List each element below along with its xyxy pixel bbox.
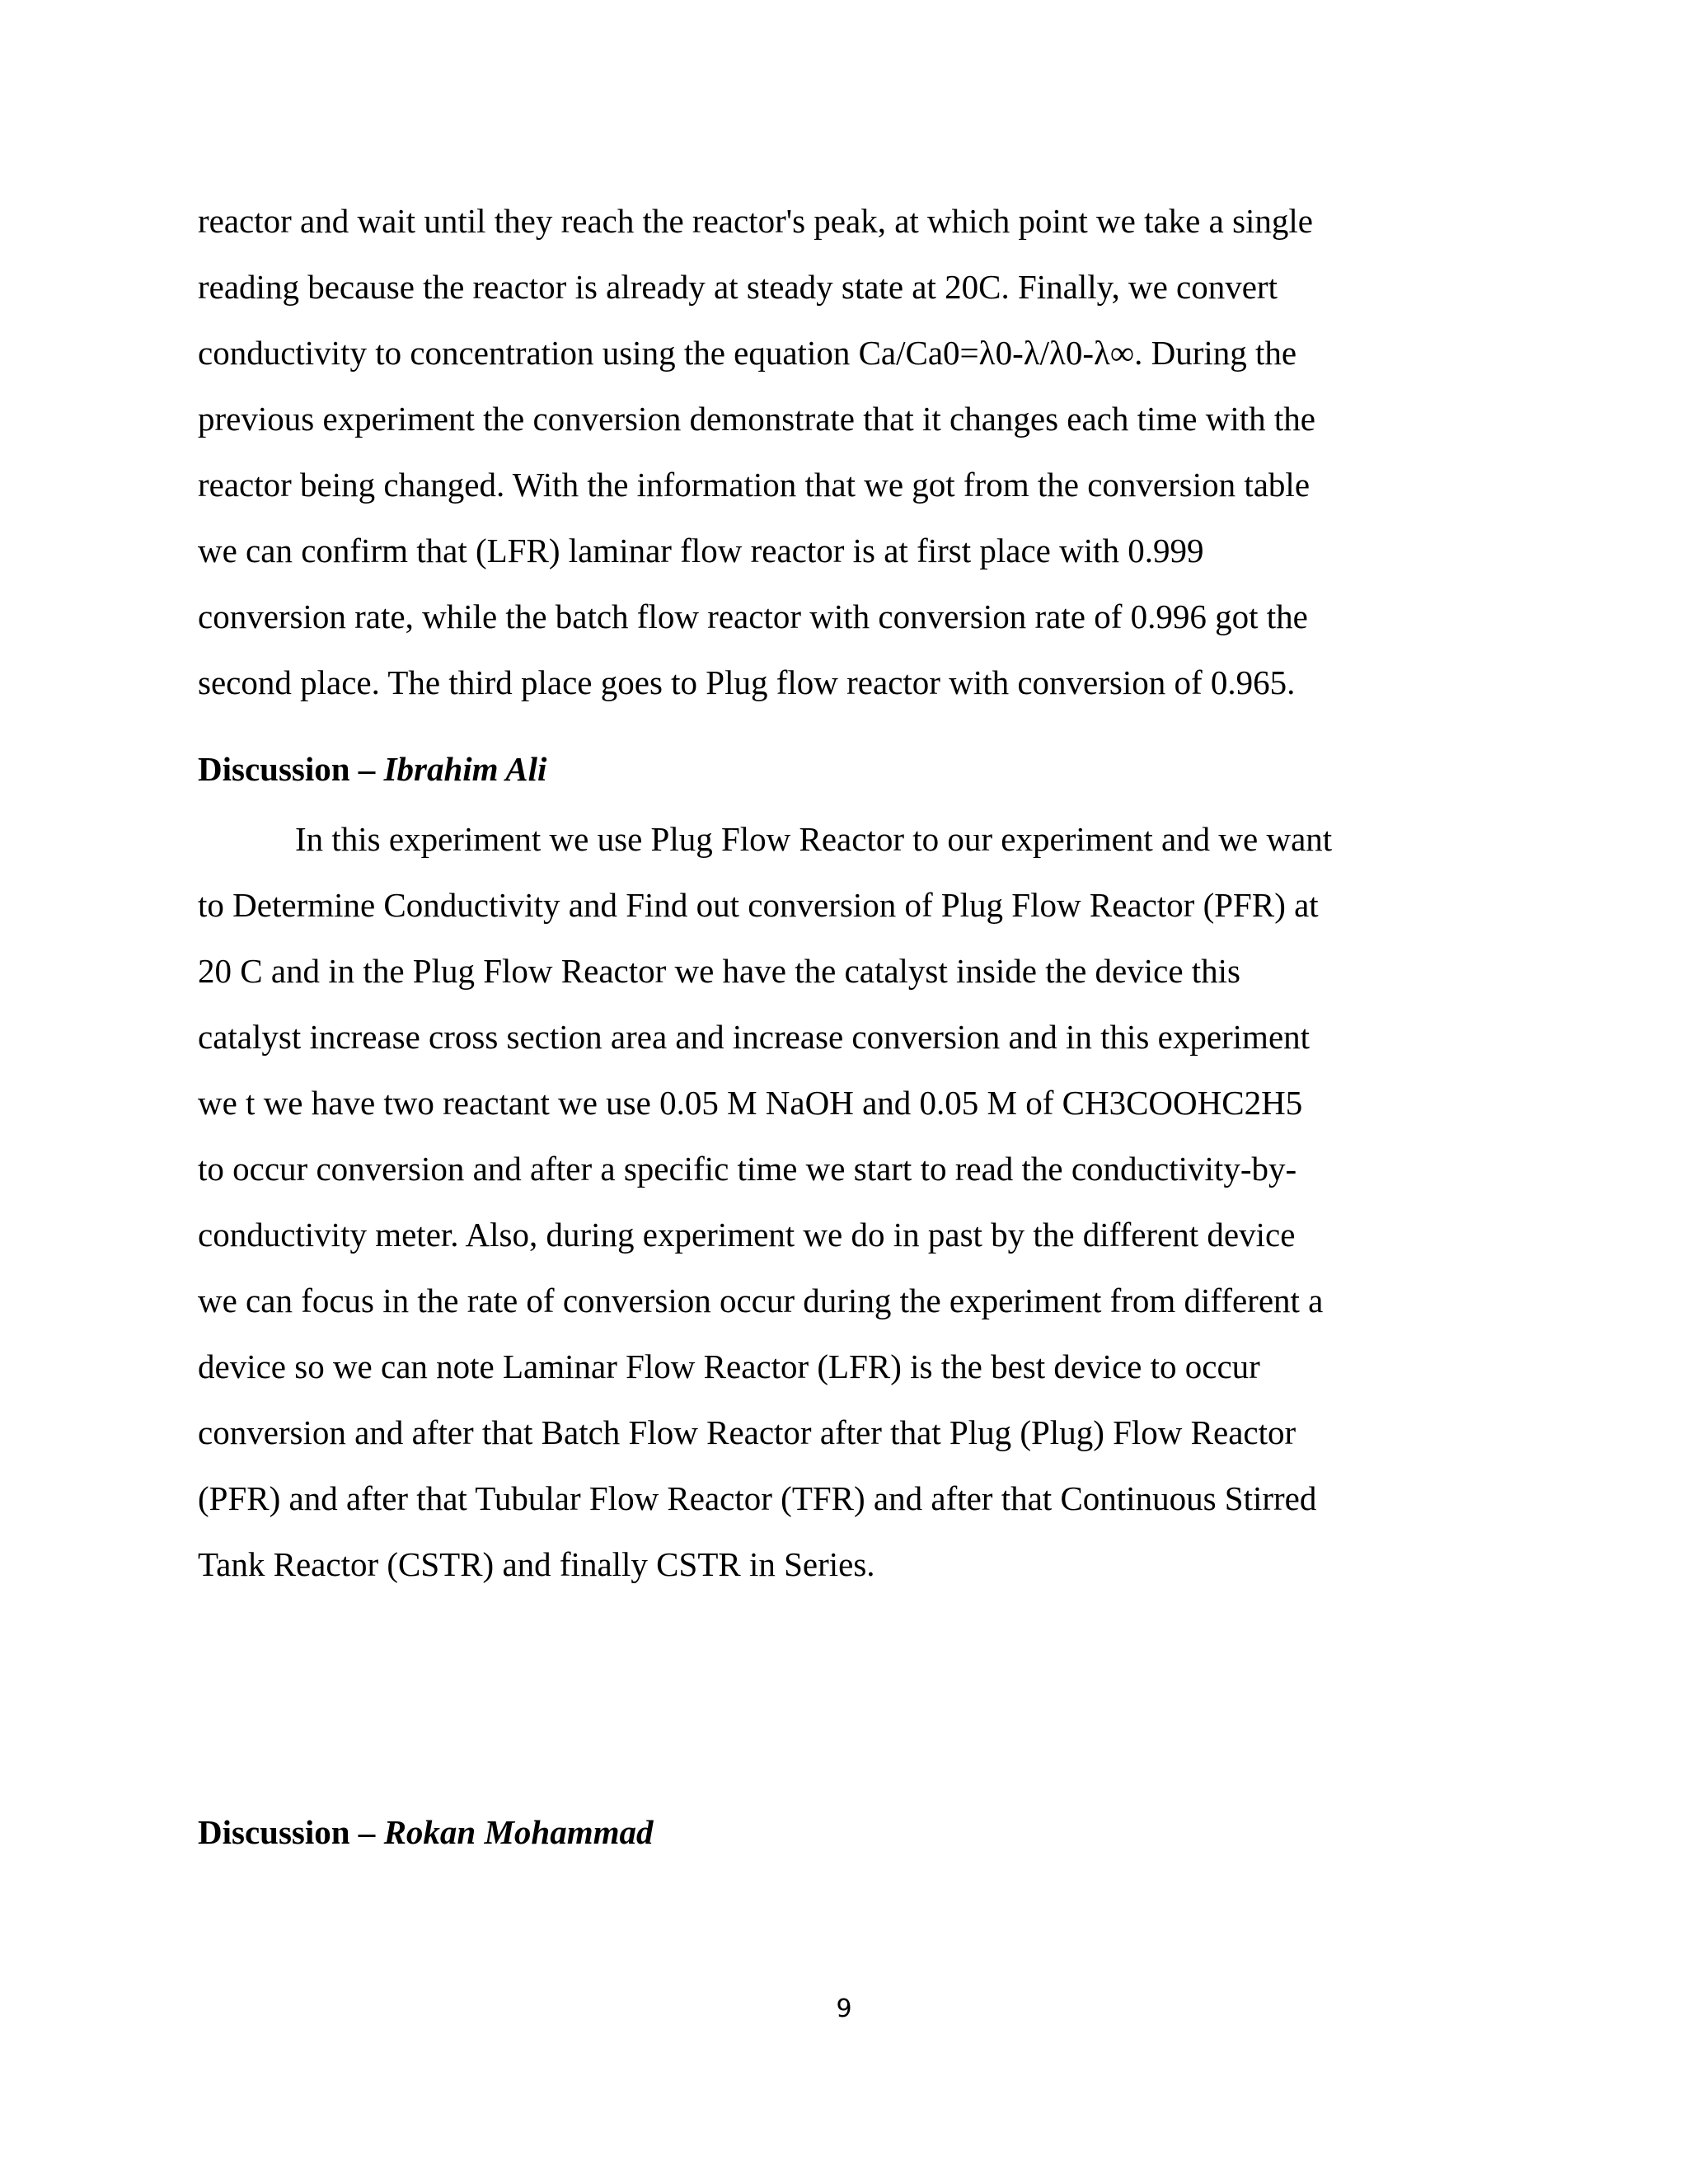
paragraph-line: we t we have two reactant we use 0.05 M NaOH and 0.05 M of CH3COOHC2H5 [198,1084,1303,1122]
heading-author: Rokan Mohammad [383,1813,654,1851]
paragraph-line: conductivity to concentration using the equation Ca/Ca0=λ0-λ/λ0-λ∞. During the [198,334,1297,372]
paragraph-line: we can confirm that (LFR) laminar flow reactor is at first place with 0.999 [198,532,1204,569]
paragraph-line: reading because the reactor is already at steady state at 20C. Finally, we convert [198,268,1278,306]
paragraph-line: Tank Reactor (CSTR) and finally CSTR in Series. [198,1545,875,1583]
heading-prefix: Discussion – [198,1813,384,1851]
paragraph-line: device so we can note Laminar Flow Reactor (LFR) is the best device to occur [198,1347,1260,1385]
heading-prefix: Discussion – [198,750,384,788]
paragraph-continued [198,188,1517,715]
paragraph-line: catalyst increase cross section area and increase conversion and in this experiment [198,1018,1311,1056]
discussion-heading-rokan [198,1807,654,1857]
paragraph-line: to occur conversion and after a specific time we start to read the conductivity-by- [198,1150,1297,1188]
discussion-paragraph-ibrahim [198,806,1517,1597]
paragraph-line: to Determine Conductivity and Find out conversion of Plug Flow Reactor (PFR) at [198,886,1319,924]
paragraph-line: conversion and after that Batch Flow Reactor after that Plug (Plug) Flow Reactor [198,1413,1296,1451]
page-number: 9 [836,1994,852,2023]
paragraph-line: second place. The third place goes to Plug flow reactor with conversion of 0.965. [198,663,1296,701]
paragraph-line: In this experiment we use Plug Flow Reactor to our experiment and we want [295,820,1333,858]
paragraph-line: reactor and wait until they reach the reactor's peak, at which point we take a single [198,202,1313,240]
discussion-heading-ibrahim [198,744,546,794]
paragraph-line: previous experiment the conversion demonstrate that it changes each time with the [198,400,1315,438]
paragraph-line: 20 C and in the Plug Flow Reactor we have the catalyst inside the device this [198,952,1241,990]
paragraph-line: we can focus in the rate of conversion occur during the experiment from different a [198,1282,1324,1319]
paragraph-line: conversion rate, while the batch flow reactor with conversion rate of 0.996 got the [198,598,1308,635]
paragraph-line: (PFR) and after that Tubular Flow Reactor (TFR) and after that Continuous Stirred [198,1479,1317,1517]
paragraph-line: reactor being changed. With the information that we got from the conversion table [198,466,1311,504]
paragraph-line: conductivity meter. Also, during experiment we do in past by the different device [198,1216,1296,1254]
heading-author: Ibrahim Ali [383,750,547,788]
